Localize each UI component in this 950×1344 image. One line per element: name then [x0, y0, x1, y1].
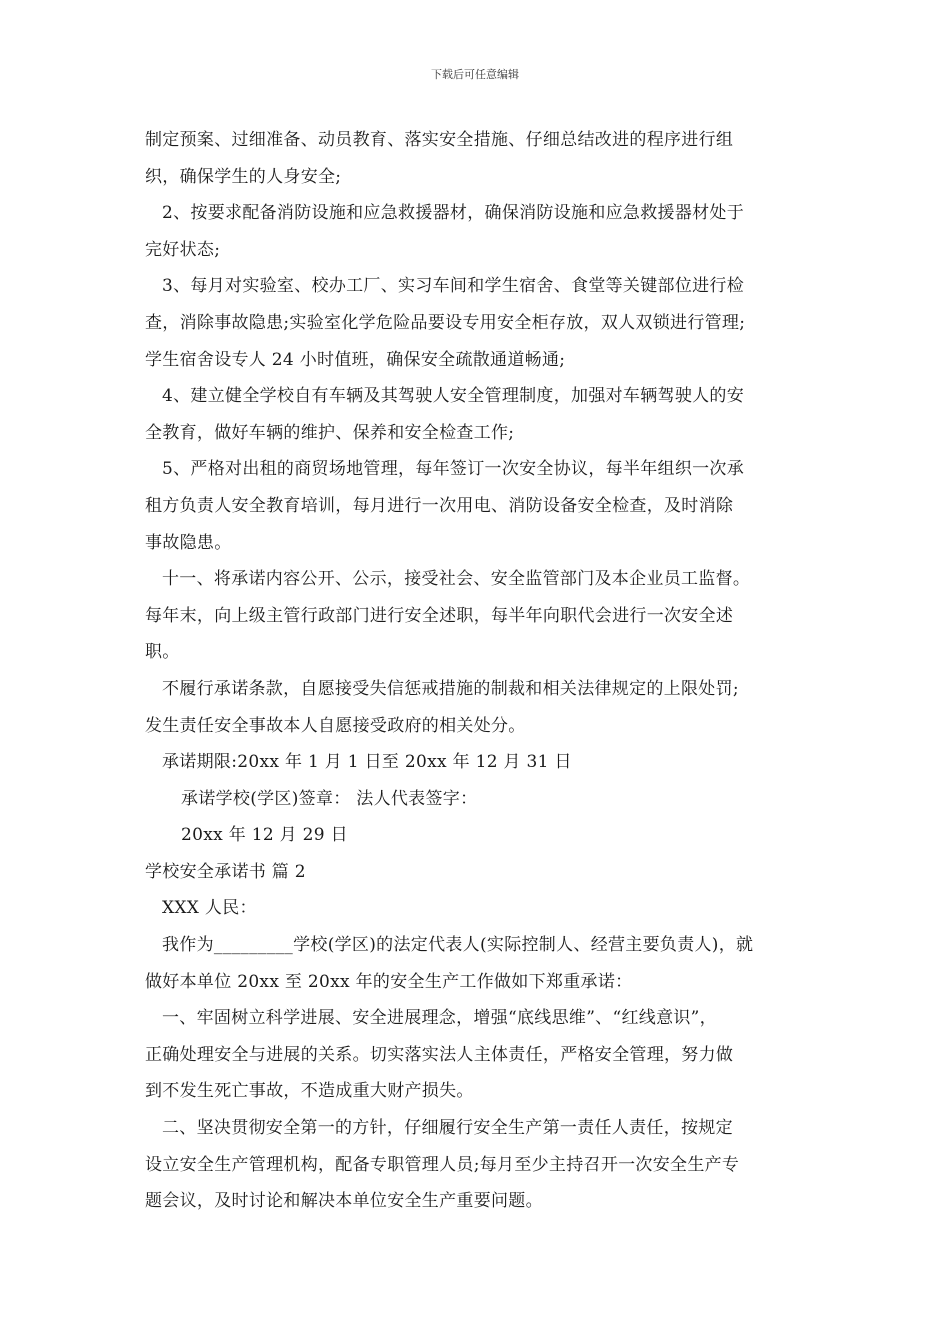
- text-line: 4、建立健全学校自有车辆及其驾驶人安全管理制度，加强对车辆驾驶人的安: [162, 386, 745, 407]
- text-line: 织，确保学生的人身安全;: [145, 166, 342, 187]
- text-line: 十一、将承诺内容公开、公示，接受社会、安全监管部门及本企业员工监督。: [162, 569, 751, 590]
- text-line: 完好状态;: [145, 239, 221, 260]
- commitment-period: 承诺期限:20xx 年 1 月 1 日至 20xx 年 12 月 31 日: [162, 752, 572, 773]
- text-line: 2、按要求配备消防设施和应急救援器材，确保消防设施和应急救援器材处于: [162, 203, 745, 224]
- text-line: 5、严格对出租的商贸场地管理，每年签订一次安全协议，每半年组织一次承: [162, 459, 745, 480]
- text-line: 我作为_________学校(学区)的法定代表人(实际控制人、经营主要负责人)，就: [162, 935, 754, 956]
- text-line: 3、每月对实验室、校办工厂、实习车间和学生宿舍、食堂等关键部位进行检: [162, 276, 745, 297]
- signature-date: 20xx 年 12 月 29 日: [181, 825, 348, 846]
- text-line: 职。: [145, 642, 180, 663]
- text-line: 一、牢固树立科学进展、安全进展理念，增强“底线思维”、“红线意识”，: [162, 1008, 717, 1029]
- text-line: 租方负责人安全教育培训，每月进行一次用电、消防设备安全检查，及时消除: [145, 495, 734, 516]
- text-line: 题会议，及时讨论和解决本单位安全生产重要问题。: [145, 1191, 543, 1212]
- text-line: 每年末，向上级主管行政部门进行安全述职，每半年向职代会进行一次安全述: [145, 605, 734, 626]
- addressee: XXX 人民：: [162, 898, 257, 919]
- text-line: 做好本单位 20xx 至 20xx 年的安全生产工作做如下郑重承诺：: [145, 971, 633, 992]
- text-line: 查，消除事故隐患;实验室化学危险品要设专用安全柜存放，双人双锁进行管理;: [145, 312, 746, 333]
- document-body: [145, 122, 813, 1220]
- text-line: 二、坚决贯彻安全第一的方针，仔细履行安全生产第一责任人责任，按规定: [162, 1118, 733, 1139]
- text-line: 不履行承诺条款，自愿接受失信惩戒措施的制裁和相关法律规定的上限处罚;: [162, 678, 739, 699]
- text-line: 学生宿舍设专人 24 小时值班，确保安全疏散通道畅通;: [145, 349, 566, 370]
- text-line: 全教育，做好车辆的维护、保养和安全检查工作;: [145, 422, 515, 443]
- text-line: 发生责任安全事故本人自愿接受政府的相关处分。: [145, 715, 526, 736]
- page-header: 下载后可任意编辑: [431, 68, 519, 81]
- text-line: 制定预案、过细准备、动员教育、落实安全措施、仔细总结改进的程序进行组: [145, 130, 734, 150]
- signature-line: 承诺学校(学区)签章： 法人代表签字：: [181, 788, 478, 809]
- text-line: 事故隐患。: [145, 532, 232, 553]
- section-title: 学校安全承诺书 篇 2: [145, 861, 306, 882]
- text-line: 正确处理安全与进展的关系。切实落实法人主体责任，严格安全管理，努力做: [145, 1044, 734, 1065]
- text-line: 到不发生死亡事故，不造成重大财产损失。: [145, 1081, 474, 1102]
- text-line: 设立安全生产管理机构，配备专职管理人员;每月至少主持召开一次安全生产专: [145, 1154, 740, 1175]
